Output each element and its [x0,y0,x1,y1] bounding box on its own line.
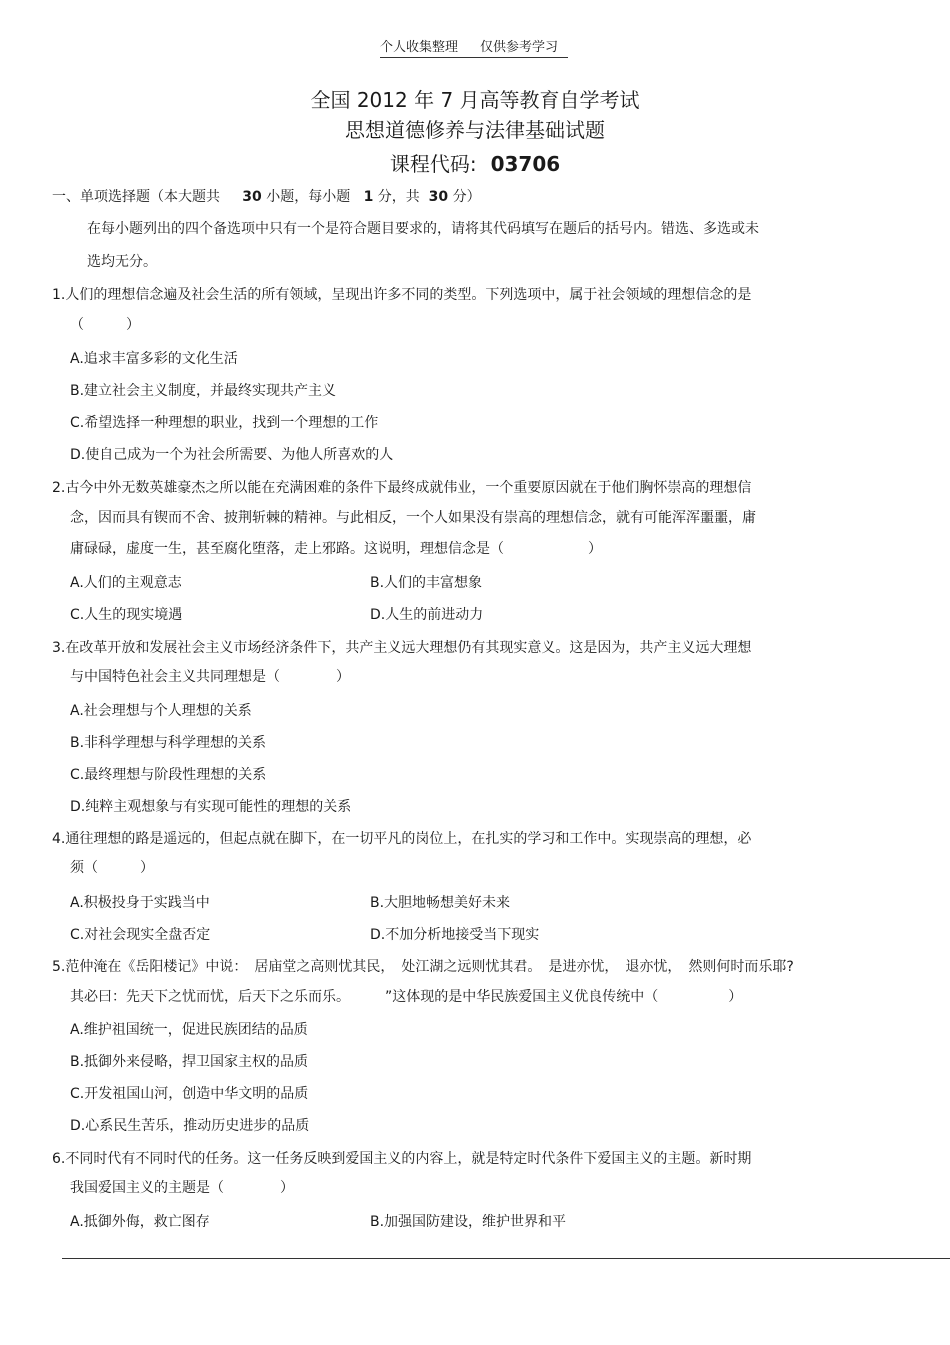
question-stem: 5.范仲淹在《岳阳楼记》中说： 居庙堂之高则忧其民， 处江湖之远则忧其君。 是进亦忧， 退亦忧， 然则何时而乐耶? [52,959,794,975]
footer-divider [62,1258,950,1259]
question-stem: 6.不同时代有不同时代的任务。这一任务反映到爱国主义的内容上，就是特定时代条件下爱国主义的主题。新时期 [52,1151,752,1167]
section-heading-mid1: 小题，每小题 [266,189,351,205]
question-stem: 念，因而具有锲而不舍、披荆斩棘的精神。与此相反，一个人如果没有崇高的理想信念，就有可能浑浑噩噩，庸 [70,510,756,526]
answer-option: D.使自己成为一个为社会所需要、为他人所喜欢的人 [70,447,394,463]
answer-option: B.抵御外来侵略，捍卫国家主权的品质 [70,1054,309,1070]
question-stem: 3.在改革开放和发展社会主义市场经济条件下，共产主义远大理想仍有其现实意义。这是因为，共产主义远大理想 [52,640,752,656]
answer-option: B.加强国防建设，维护世界和平 [370,1214,567,1230]
answer-option: A.维护祖国统一，促进民族团结的品质 [70,1022,308,1038]
exam-title: 全国 2012 年 7 月高等教育自学考试 [310,88,640,112]
question-stem: 庸碌碌，虚度一生，甚至腐化堕落，走上邪路。这说明，理想信念是（ ） [70,541,602,557]
question-stem: 须（ ） [70,860,154,876]
question-stem: 1.人们的理想信念遍及社会生活的所有领域，呈现出许多不同的类型。下列选项中，属于社会领域的理想信念的是 [52,287,752,303]
instruction-line: 选均无分。 [87,254,157,270]
question-stem: （ ） [70,317,140,333]
points-total: 30 [428,189,449,205]
answer-option: C.希望选择一种理想的职业，找到一个理想的工作 [70,415,379,431]
answer-option: D.人生的前进动力 [370,607,484,623]
section-heading-mid2: 分，共 [377,189,420,205]
question-stem: 我国爱国主义的主题是（ ） [70,1180,294,1196]
question-stem: 4.通往理想的路是遥远的，但起点就在脚下，在一切平凡的岗位上，在扎实的学习和工作中。实现崇高的理想，必 [52,831,752,847]
points-each: 1 [363,189,374,205]
answer-option: B.大胆地畅想美好未来 [370,895,511,911]
question-stem: 其必曰：先天下之忧而忧，后天下之乐而乐。 ”这体现的是中华民族爱国主义优良传统中（ ） [70,989,743,1005]
course-code-value: 03706 [490,152,561,176]
answer-option: D.心系民生苦乐，推动历史进步的品质 [70,1118,310,1134]
answer-option: C.最终理想与阶段性理想的关系 [70,767,267,783]
instruction-line: 在每小题列出的四个备选项中只有一个是符合题目要求的，请将其代码填写在题后的括号内。错选、多选或未 [87,221,759,237]
answer-option: B.非科学理想与科学理想的关系 [70,735,267,751]
answer-option: C.人生的现实境遇 [70,607,183,623]
section-heading [52,187,481,207]
answer-option: D.不加分析地接受当下现实 [370,927,540,943]
exam-subject: 思想道德修养与法律基础试题 [345,118,605,142]
page-header [380,40,568,58]
answer-option: B.建立社会主义制度，并最终实现共产主义 [70,383,337,399]
course-code [0,152,950,176]
section-heading-prefix: 一、单项选择题（本大题共 [52,189,220,205]
answer-option: B.人们的丰富想象 [370,575,483,591]
answer-option: A.积极投身于实践当中 [70,895,210,911]
question-stem: 与中国特色社会主义共同理想是（ ） [70,669,350,685]
section-heading-suffix: 分） [452,189,481,205]
answer-option: C.对社会现实全盘否定 [70,927,211,943]
answer-option: C.开发祖国山河，创造中华文明的品质 [70,1086,309,1102]
answer-option: A.追求丰富多彩的文化生活 [70,351,238,367]
course-code-label: 课程代码: [389,152,477,176]
answer-option: A.抵御外侮，救亡图存 [70,1214,210,1230]
question-count: 30 [242,189,262,205]
header-right-text: 仅供参考学习 [480,40,559,55]
answer-option: A.人们的主观意志 [70,575,182,591]
answer-option: D.纯粹主观想象与有实现可能性的理想的关系 [70,799,352,815]
answer-option: A.社会理想与个人理想的关系 [70,703,252,719]
question-stem: 2.古今中外无数英雄豪杰之所以能在充满困难的条件下最终成就伟业，一个重要原因就在于他们胸怀崇高的理想信 [52,480,752,496]
header-left-text: 个人收集整理 [380,40,459,55]
